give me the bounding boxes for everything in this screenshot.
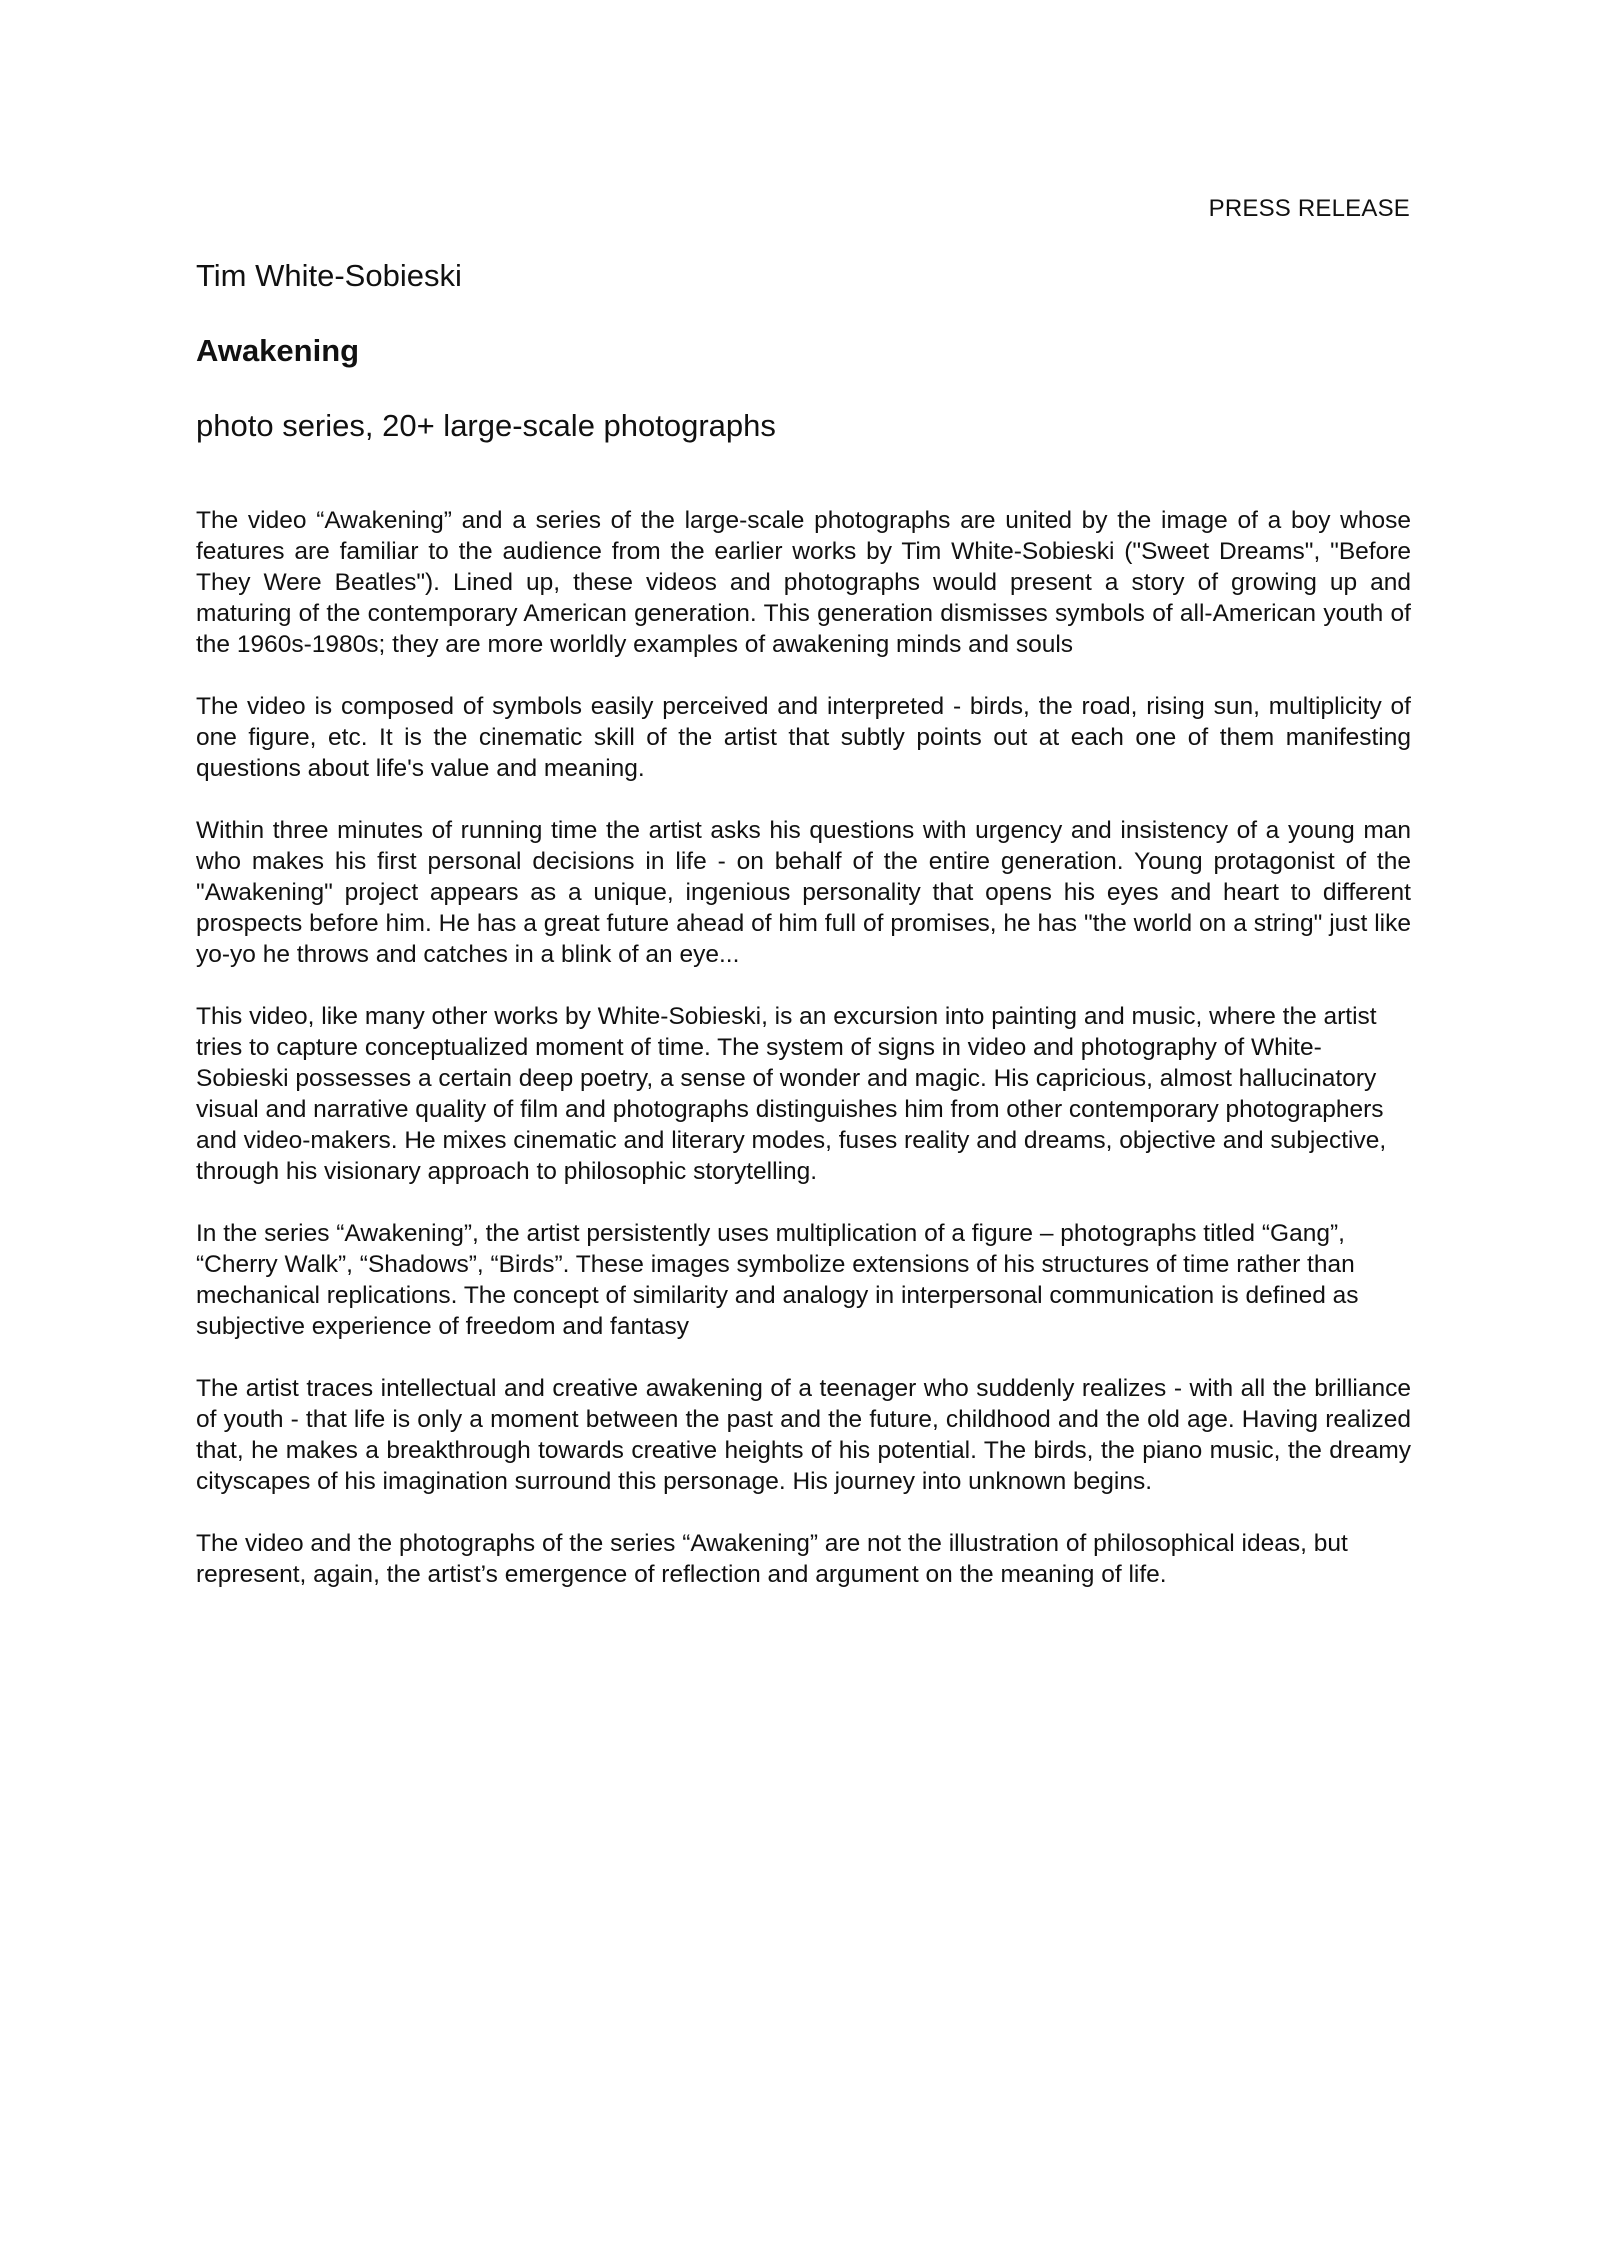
paragraph-5: In the series “Awakening”, the artist persistently uses multiplication of a figure – photographs titled “Gang”, “Cherry Walk”, “Shadows”, “Birds”. These images symbolize extensions of his structures of time rather than mechanical replications. The concept of similarity and analogy in interpersonal communication is defined as subjective experience of freedom and fantasy xyxy=(196,1220,1359,1340)
document-title: Awakening xyxy=(196,333,360,368)
paragraph-7: The video and the photographs of the series “Awakening” are not the illustration of philosophical ideas, but represent, again, the artist’s emergence of reflection and argument on the meaning of life. xyxy=(196,1530,1348,1588)
paragraph-1: The video “Awakening” and a series of the large-scale photographs are united by the image of a boy whose features are familiar to the audience from the earlier works by Tim White-Sobieski ("Sweet Dreams", "Before They Were Beatles"). Lined up, these videos and photographs would present a story of growing up and maturing of the contemporary American generation. This generation dismisses symbols of all-American youth of the 1960s-1980s; they are more worldly examples of awakening minds and souls xyxy=(196,507,1411,658)
document-subtitle: photo series, 20+ large-scale photographs xyxy=(196,408,776,443)
paragraph-2: The video is composed of symbols easily perceived and interpreted - birds, the road, rising sun, multiplicity of one figure, etc. It is the cinematic skill of the artist that subtly points out at each one of them manifesting questions about life's value and meaning. xyxy=(196,693,1411,782)
author-name: Tim White-Sobieski xyxy=(196,258,462,293)
paragraph-3: Within three minutes of running time the artist asks his questions with urgency and insistency of a young man who makes his first personal decisions in life - on behalf of the entire generation. Young protagonist of the "Awakening" project appears as a unique, ingenious personality that opens his eyes and heart to different prospects before him. He has a great future ahead of him full of promises, he has "the world on a string" just like yo-yo he throws and catches in a blink of an eye... xyxy=(196,817,1411,968)
body-text xyxy=(196,505,1411,1621)
paragraph-4: This video, like many other works by White-Sobieski, is an excursion into painting and music, where the artist tries to capture conceptualized moment of time. The system of signs in video and photography of White-Sobieski possesses a certain deep poetry, a sense of wonder and magic. His capricious, almost hallucinatory visual and narrative quality of film and photographs distinguishes him from other contemporary photographers and video-makers. He mixes cinematic and literary modes, fuses reality and dreams, objective and subjective, through his visionary approach to philosophic storytelling. xyxy=(196,1003,1387,1185)
press-release-label: PRESS RELEASE xyxy=(1208,195,1410,222)
paragraph-6: The artist traces intellectual and creative awakening of a teenager who suddenly realizes - with all the brilliance of youth - that life is only a moment between the past and the future, childhood and the old age. Having realized that, he makes a breakthrough towards creative heights of his potential. The birds, the piano music, the dreamy cityscapes of his imagination surround this personage. His journey into unknown begins. xyxy=(196,1375,1411,1495)
